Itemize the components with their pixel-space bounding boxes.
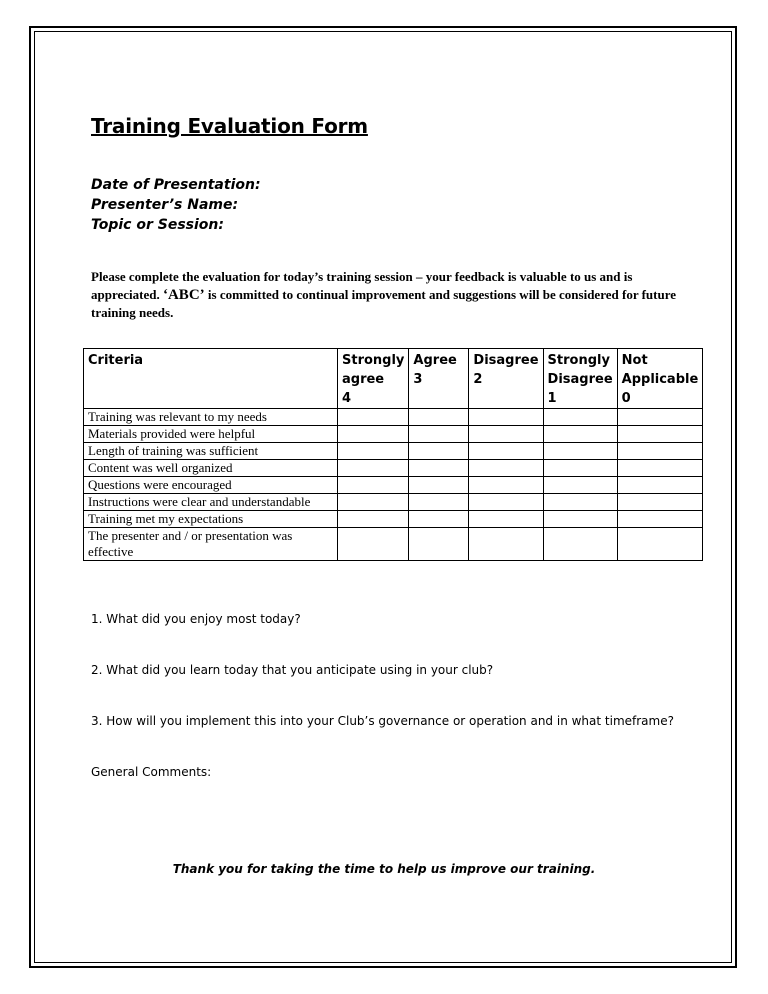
rating-cell[interactable] <box>469 426 543 443</box>
rating-cell[interactable] <box>338 511 409 528</box>
rating-cell[interactable] <box>409 426 469 443</box>
criteria-cell: Training met my expectations <box>84 511 338 528</box>
criteria-cell: Instructions were clear and understandable <box>84 494 338 511</box>
rating-cell[interactable] <box>338 409 409 426</box>
criteria-cell: Length of training was sufficient <box>84 443 338 460</box>
date-of-presentation-label: Date of Presentation: <box>91 177 261 193</box>
evaluation-table <box>83 348 703 561</box>
question-1: 1. What did you enjoy most today? <box>91 612 301 626</box>
form-title: Training Evaluation Form <box>91 114 368 138</box>
table-row <box>84 426 703 443</box>
question-3: 3. How will you implement this into your Club’s governance or operation and in what timeframe? <box>91 714 674 728</box>
rating-cell[interactable] <box>543 409 617 426</box>
table-row <box>84 477 703 494</box>
rating-cell[interactable] <box>617 426 703 443</box>
rating-cell[interactable] <box>543 528 617 561</box>
rating-cell[interactable] <box>338 426 409 443</box>
rating-cell[interactable] <box>617 460 703 477</box>
rating-cell[interactable] <box>409 511 469 528</box>
rating-cell[interactable] <box>617 477 703 494</box>
criteria-cell: Content was well organized <box>84 460 338 477</box>
table-row <box>84 460 703 477</box>
rating-cell[interactable] <box>543 443 617 460</box>
header-disagree: Disagree 2 <box>469 349 543 409</box>
thank-you-note: Thank you for taking the time to help us improve our training. <box>172 862 596 876</box>
rating-cell[interactable] <box>469 443 543 460</box>
rating-cell[interactable] <box>409 528 469 561</box>
rating-cell[interactable] <box>409 460 469 477</box>
rating-cell[interactable] <box>617 409 703 426</box>
table-row <box>84 528 703 561</box>
intro-text-2: is committed to continual improvement and suggestions will be considered for future training needs. <box>91 287 677 320</box>
table-row <box>84 443 703 460</box>
rating-cell[interactable] <box>543 511 617 528</box>
intro-text-1: Please complete the evaluation for today’s training session – your feedback is valuable to us and is appreciated. <box>91 269 633 302</box>
table-header-row <box>84 349 703 409</box>
rating-cell[interactable] <box>617 528 703 561</box>
table-row <box>84 494 703 511</box>
rating-cell[interactable] <box>409 494 469 511</box>
rating-cell[interactable] <box>469 511 543 528</box>
criteria-cell: Materials provided were helpful <box>84 426 338 443</box>
rating-cell[interactable] <box>543 426 617 443</box>
rating-cell[interactable] <box>338 494 409 511</box>
header-strongly-agree: Strongly agree 4 <box>338 349 409 409</box>
rating-cell[interactable] <box>409 477 469 494</box>
rating-cell[interactable] <box>617 511 703 528</box>
rating-cell[interactable] <box>409 409 469 426</box>
header-not-applicable: Not Applicable 0 <box>617 349 703 409</box>
header-agree: Agree 3 <box>409 349 469 409</box>
rating-cell[interactable] <box>338 460 409 477</box>
question-2: 2. What did you learn today that you anticipate using in your club? <box>91 663 494 677</box>
intro-paragraph <box>91 268 691 322</box>
table-row <box>84 511 703 528</box>
presenter-name-label: Presenter’s Name: <box>91 197 239 213</box>
rating-cell[interactable] <box>338 443 409 460</box>
rating-cell[interactable] <box>338 528 409 561</box>
rating-cell[interactable] <box>543 494 617 511</box>
topic-label: Topic or Session: <box>91 217 224 233</box>
header-strongly-disagree: Strongly Disagree 1 <box>543 349 617 409</box>
intro-org-name: ‘ABC’ <box>162 287 205 303</box>
rating-cell[interactable] <box>543 477 617 494</box>
table-row <box>84 409 703 426</box>
rating-cell[interactable] <box>338 477 409 494</box>
rating-cell[interactable] <box>617 443 703 460</box>
rating-cell[interactable] <box>469 494 543 511</box>
rating-cell[interactable] <box>469 477 543 494</box>
general-comments-label: General Comments: <box>91 765 212 779</box>
rating-cell[interactable] <box>409 443 469 460</box>
rating-cell[interactable] <box>617 494 703 511</box>
rating-cell[interactable] <box>469 460 543 477</box>
criteria-cell: Training was relevant to my needs <box>84 409 338 426</box>
criteria-cell: Questions were encouraged <box>84 477 338 494</box>
header-criteria: Criteria <box>84 349 338 409</box>
criteria-cell: The presenter and / or presentation was effective <box>84 528 338 561</box>
rating-cell[interactable] <box>543 460 617 477</box>
rating-cell[interactable] <box>469 409 543 426</box>
rating-cell[interactable] <box>469 528 543 561</box>
